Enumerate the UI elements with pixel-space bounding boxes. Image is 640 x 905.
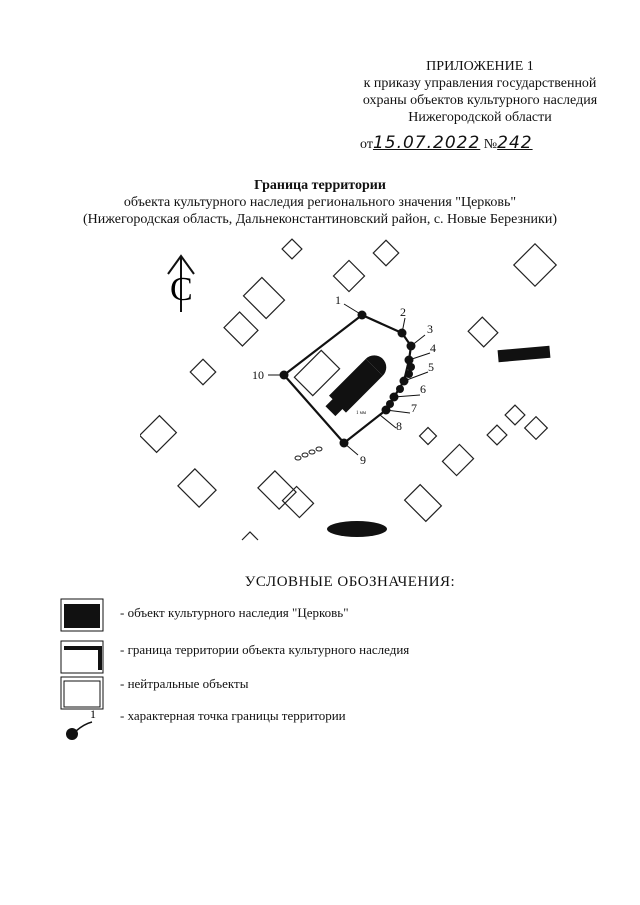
legend-item-neutral: - нейтральные объекты xyxy=(120,676,249,691)
point-label-8: 8 xyxy=(396,419,402,433)
legend-point-sample: 1 xyxy=(90,707,96,721)
appendix-line-1: к приказу управления государственной xyxy=(363,76,597,91)
date-value: 15.07.2022 xyxy=(372,133,481,153)
number-value: 242 xyxy=(497,133,533,153)
appendix-line-2: охраны объектов культурного наследия xyxy=(362,93,598,108)
legend-item-point: - характерная точка границы территории xyxy=(120,708,346,723)
date-prefix: от xyxy=(360,137,373,152)
point-label-10: 10 xyxy=(252,368,264,382)
legend-point-icon xyxy=(62,706,106,742)
point-label-6: 6 xyxy=(420,382,426,396)
legend-neutral-icon xyxy=(60,676,104,710)
point-label-9: 9 xyxy=(360,453,366,467)
appendix-title: ПРИЛОЖЕНИЕ 1 xyxy=(426,59,534,74)
north-arrow-icon xyxy=(168,256,194,312)
territory-map xyxy=(140,238,560,548)
legend-heritage-icon xyxy=(60,598,104,632)
number-prefix: № xyxy=(483,137,498,152)
document-title xyxy=(0,177,640,228)
north-symbol: С xyxy=(170,271,193,308)
point-label-2: 2 xyxy=(400,305,406,319)
appendix-block xyxy=(320,58,640,126)
legend-heading: УСЛОВНЫЕ ОБОЗНАЧЕНИЯ: xyxy=(244,574,456,590)
legend-item-boundary: - граница территории объекта культурного наследия xyxy=(120,642,410,657)
title-line-2: объекта культурного наследия регионального значения "Церковь" xyxy=(123,195,517,210)
appendix-line-3: Нижегородской области xyxy=(408,110,552,125)
title-main: Граница территории xyxy=(254,178,386,193)
point-label-3: 3 xyxy=(427,322,433,336)
point-label-7: 7 xyxy=(411,401,417,415)
point-label-1: 1 xyxy=(335,293,341,307)
legend-item-heritage: - объект культурного наследия "Церковь" xyxy=(120,605,349,620)
small-marks xyxy=(295,447,322,460)
point-label-5: 5 xyxy=(428,360,434,374)
legend-boundary-icon xyxy=(60,640,104,674)
svg-text:1 мм: 1 мм xyxy=(356,411,367,416)
point-label-4: 4 xyxy=(430,341,436,355)
order-date-number xyxy=(360,133,533,153)
title-line-3: (Нижегородская область, Дальнеконстантиновский район, с. Новые Березники) xyxy=(83,212,557,227)
